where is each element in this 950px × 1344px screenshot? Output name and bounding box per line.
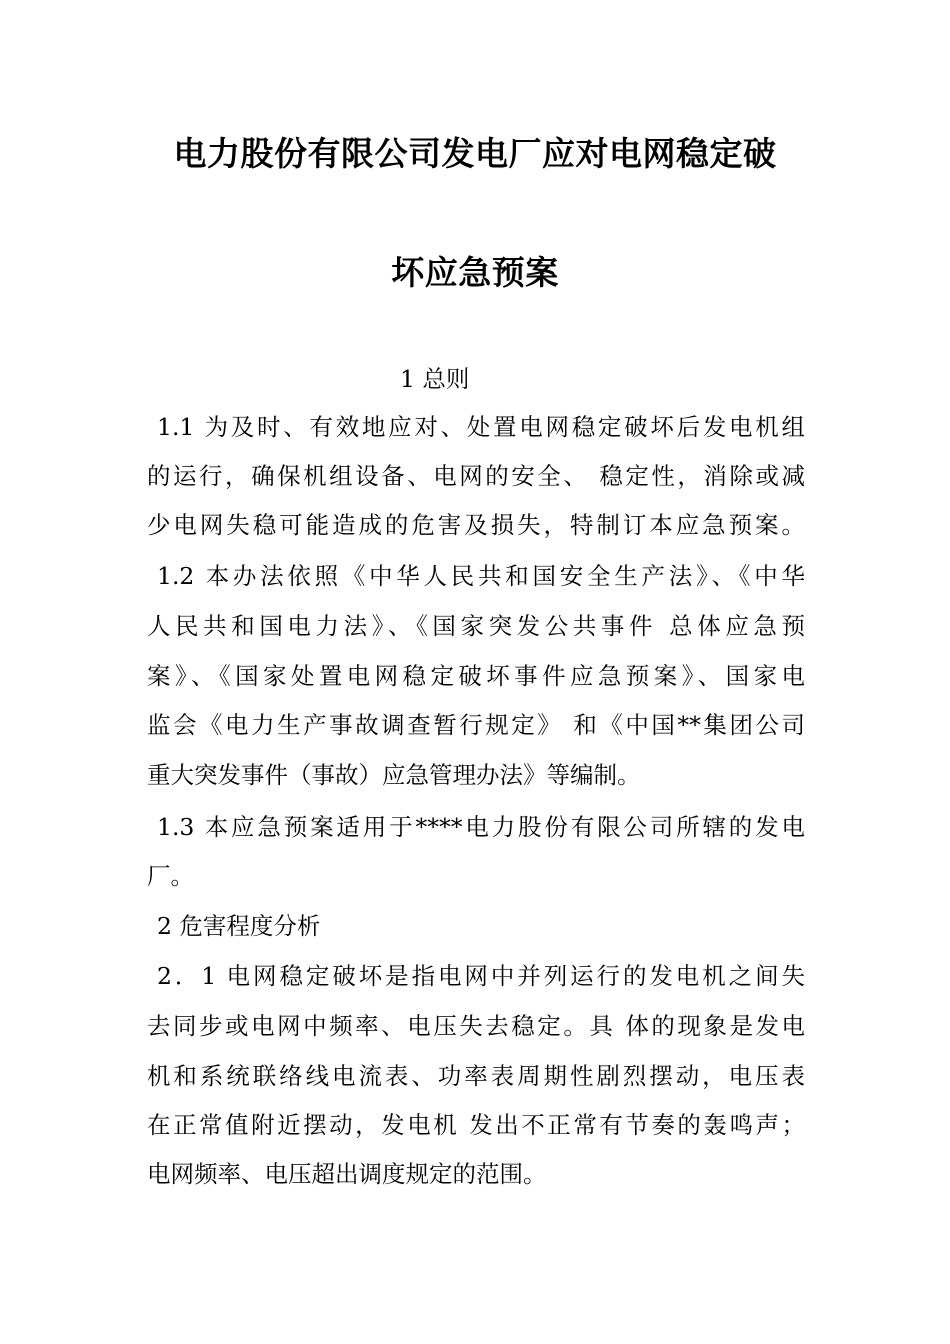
paragraph-line: 少电网失稳可能造成的危害及损失，特制订本应急预案。: [147, 511, 805, 539]
paragraph-line: 去同步或电网中频率、电压失去稳定。具 体的现象是发电: [147, 1012, 805, 1040]
paragraph-line: 重大突发事件（事故）应急管理办法》等编制。: [147, 761, 641, 789]
paragraph-line: 电网频率、电压超出调度规定的范围。: [147, 1160, 547, 1188]
paragraph-line: 机和系统联络线电流表、功率表周期性剧烈摆动，电压表: [147, 1062, 805, 1090]
document-title-line-2: 坏应急预案: [391, 253, 559, 292]
paragraph-line: 1.2 本办法依照《中华人民共和国安全生产法》、《中华: [157, 562, 805, 590]
paragraph-line: 监会《电力生产事故调查暂行规定》 和《中国**集团公司: [147, 711, 805, 739]
paragraph-line: 人民共和国电力法》、《国家突发公共事件 总体应急预: [147, 612, 805, 640]
document-title-line-1: 电力股份有限公司发电厂应对电网稳定破: [173, 134, 777, 173]
section-heading-2: 2 危害程度分析: [157, 912, 321, 940]
paragraph-line: 的运行，确保机组设备、电网的安全、 稳定性，消除或减: [147, 462, 805, 490]
paragraph-line: 案》、《国家处置电网稳定破坏事件应急预案》、国家电: [147, 662, 805, 690]
section-heading-1: 1 总则: [400, 365, 470, 393]
paragraph-line: 在正常值附近摆动，发电机 发出不正常有节奏的轰鸣声；: [147, 1111, 805, 1139]
paragraph-line: 厂。: [147, 862, 194, 890]
paragraph-line: 1.1 为及时、有效地应对、处置电网稳定破坏后发电机组: [157, 413, 805, 441]
paragraph-line: 1.3 本应急预案适用于****电力股份有限公司所辖的发电: [157, 813, 805, 841]
paragraph-line: 2．1 电网稳定破坏是指电网中并列运行的发电机之间失: [157, 962, 805, 990]
